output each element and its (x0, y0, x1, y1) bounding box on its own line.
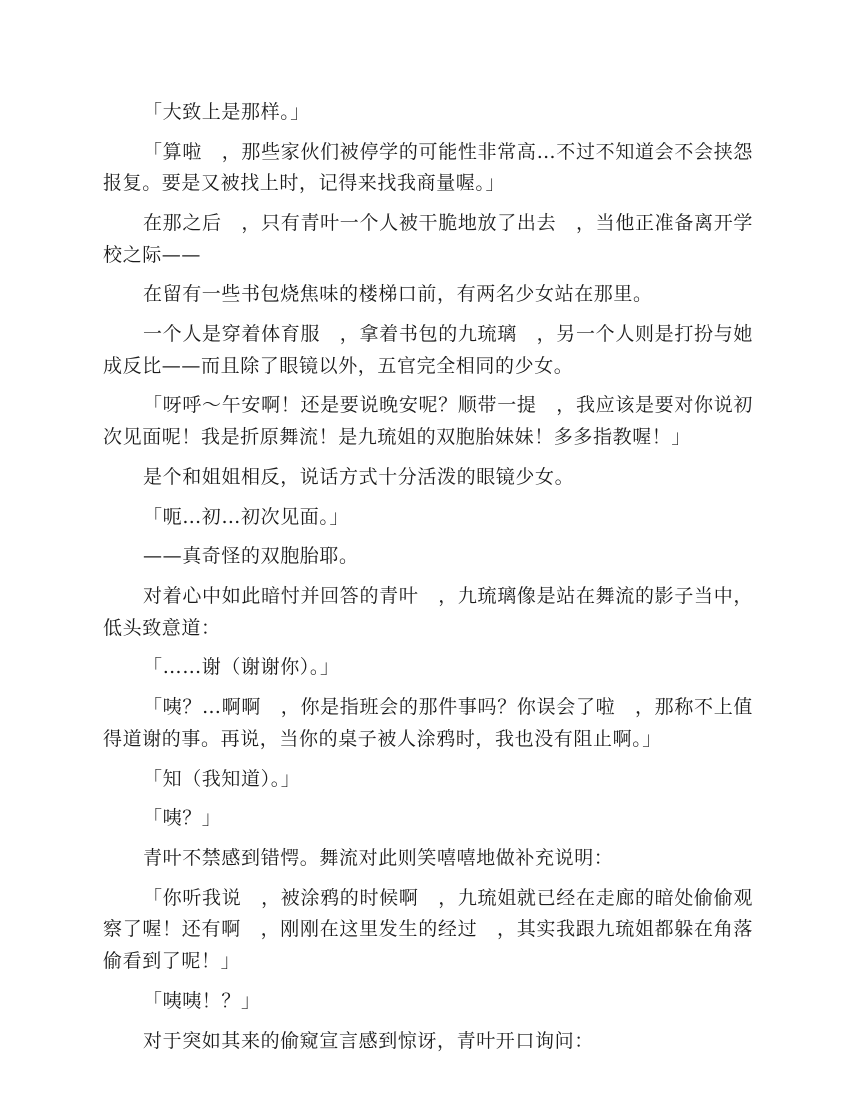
paragraph: 对于突如其来的偷窥宣言感到惊讶，青叶开口询问： (143, 1029, 594, 1052)
paragraph: 一个人是穿着体育服 ，拿着书包的九琉璃 ，另一个人则是打扮与她成反比——而且除了眼镜以外，五官完全相同的少女。 (103, 323, 753, 377)
paragraph: 是个和姐姐相反，说话方式十分活泼的眼镜少女。 (143, 465, 575, 488)
paragraph: 「算啦 ，那些家伙们被停学的可能性非常高…不过不知道会不会挟怨报复。要是又被找上时，记得来找我商量喔。」 (103, 140, 753, 195)
paragraph: 对着心中如此暗忖并回答的青叶 ，九琉璃像是站在舞流的影子当中，低头致意道： (103, 585, 753, 639)
paragraph: 「……谢（谢谢你）。」 (143, 656, 340, 679)
paragraph: 「咦咦！？」 (143, 989, 261, 1012)
paragraph: ——真奇怪的双胞胎耶。 (143, 545, 359, 568)
paragraph: 在那之后 ，只有青叶一个人被干脆地放了出去 ，当他正准备离开学校之际—— (103, 212, 753, 266)
paragraph: 「呃…初…初次见面。」 (143, 505, 350, 528)
paragraph: 「大致上是那样。」 (143, 101, 310, 123)
paragraph: 「咦？…啊啊 ，你是指班会的那件事吗？你误会了啦 ，那称不上值得道谢的事。再说，当你的桌子被人涂鸦时，我也没有阻止啊。」 (103, 696, 753, 750)
paragraph: 「知（我知道）。」 (143, 767, 301, 790)
paragraph: 「咦？」 (143, 807, 222, 830)
document-page (103, 97, 753, 1065)
paragraph: 「你听我说 ，被涂鸦的时候啊 ，九琉姐就已经在走廊的暗处偷偷观察了喔！还有啊 ，刚刚在这里发生的经过 ，其实我跟九琉姐都躲在角落偷看到了呢！」 (103, 886, 753, 972)
paragraph: 在留有一些书包烧焦味的楼梯口前，有两名少女站在那里。 (143, 283, 653, 306)
paragraph: 青叶不禁感到错愕。舞流对此则笑嘻嘻地做补充说明： (143, 847, 614, 870)
paragraph: 「呀呼～午安啊！还是要说晚安呢？顺带一提 ，我应该是要对你说初次见面呢！我是折原舞流！是九琉姐的双胞胎妹妹！多多指教喔！」 (103, 394, 753, 448)
